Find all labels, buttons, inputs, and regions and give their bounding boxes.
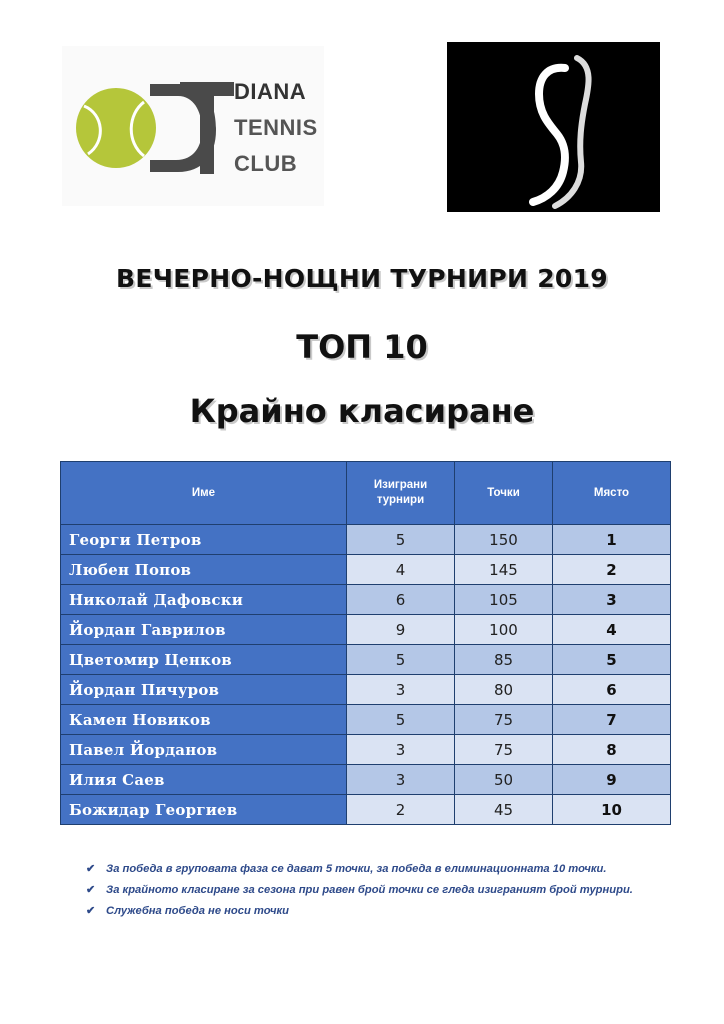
place: 8	[553, 735, 671, 765]
table-row	[61, 615, 671, 645]
table-row	[61, 555, 671, 585]
place: 9	[553, 765, 671, 795]
tournaments-played: 4	[347, 555, 455, 585]
place: 6	[553, 675, 671, 705]
tournaments-played: 5	[347, 705, 455, 735]
points: 85	[455, 645, 553, 675]
column-header-name: Име	[61, 462, 347, 525]
points: 145	[455, 555, 553, 585]
list-item	[86, 880, 686, 901]
note-text: За победа в груповата фаза се дават 5 точки, за победа в елиминационната 10 точки.	[106, 863, 607, 875]
points: 150	[455, 525, 553, 555]
table-header-row	[61, 462, 671, 525]
table-row	[61, 735, 671, 765]
place: 7	[553, 705, 671, 735]
place: 2	[553, 555, 671, 585]
tournaments-played: 5	[347, 645, 455, 675]
player-name: Николай Дафовски	[61, 585, 347, 615]
note-text: За крайното класиране за сезона при равен брой точки се гледа изиграният брой турнири.	[106, 884, 633, 896]
column-header-played	[347, 462, 455, 525]
note-text: Служебна победа не носи точки	[106, 905, 290, 917]
tournaments-played: 2	[347, 795, 455, 825]
club-name	[234, 74, 318, 182]
place: 4	[553, 615, 671, 645]
points: 45	[455, 795, 553, 825]
page-heading: Крайно класиране	[189, 392, 535, 430]
tournaments-played: 5	[347, 525, 455, 555]
page-subtitle: ТОП 10	[296, 328, 428, 366]
points: 105	[455, 585, 553, 615]
place: 3	[553, 585, 671, 615]
table-row	[61, 795, 671, 825]
player-name: Йордан Гаврилов	[61, 615, 347, 645]
table-row	[61, 645, 671, 675]
tournaments-played: 3	[347, 765, 455, 795]
place: 1	[553, 525, 671, 555]
points: 80	[455, 675, 553, 705]
player-name: Божидар Георгиев	[61, 795, 347, 825]
sponsor-logo	[447, 42, 660, 212]
sponsor-mark-icon	[447, 42, 660, 212]
player-name: Камен Новиков	[61, 705, 347, 735]
table-row	[61, 705, 671, 735]
club-name-line1: DIANA	[234, 79, 307, 104]
tournaments-played: 6	[347, 585, 455, 615]
table-row	[61, 585, 671, 615]
player-name: Павел Йорданов	[61, 735, 347, 765]
player-name: Йордан Пичуров	[61, 675, 347, 705]
points: 75	[455, 735, 553, 765]
tournaments-played: 9	[347, 615, 455, 645]
club-name-line2: TENNIS	[234, 115, 318, 140]
player-name: Цветомир Ценков	[61, 645, 347, 675]
column-header-played-line1: Изиграни	[373, 479, 428, 491]
rules-notes	[86, 859, 686, 922]
place: 10	[553, 795, 671, 825]
dt-letters-icon	[150, 76, 234, 176]
player-name: Георги Петров	[61, 525, 347, 555]
list-item	[86, 901, 686, 922]
column-header-points: Точки	[455, 462, 553, 525]
column-header-played-line2: турнири	[376, 494, 425, 506]
points: 50	[455, 765, 553, 795]
diana-tennis-club-logo	[62, 46, 324, 206]
table-row	[61, 765, 671, 795]
points: 75	[455, 705, 553, 735]
table-row	[61, 525, 671, 555]
place: 5	[553, 645, 671, 675]
table-row	[61, 675, 671, 705]
points: 100	[455, 615, 553, 645]
player-name: Любен Попов	[61, 555, 347, 585]
tournaments-played: 3	[347, 735, 455, 765]
player-name: Илия Саев	[61, 765, 347, 795]
checkmark-icon: ✔	[86, 884, 96, 896]
checkmark-icon: ✔	[86, 905, 96, 917]
tournaments-played: 3	[347, 675, 455, 705]
list-item	[86, 859, 686, 880]
page-title: ВЕЧЕРНО-НОЩНИ ТУРНИРИ 2019	[116, 264, 608, 293]
ranking-table	[60, 461, 671, 825]
checkmark-icon: ✔	[86, 863, 96, 875]
column-header-place: Място	[553, 462, 671, 525]
club-name-line3: CLUB	[234, 151, 298, 176]
